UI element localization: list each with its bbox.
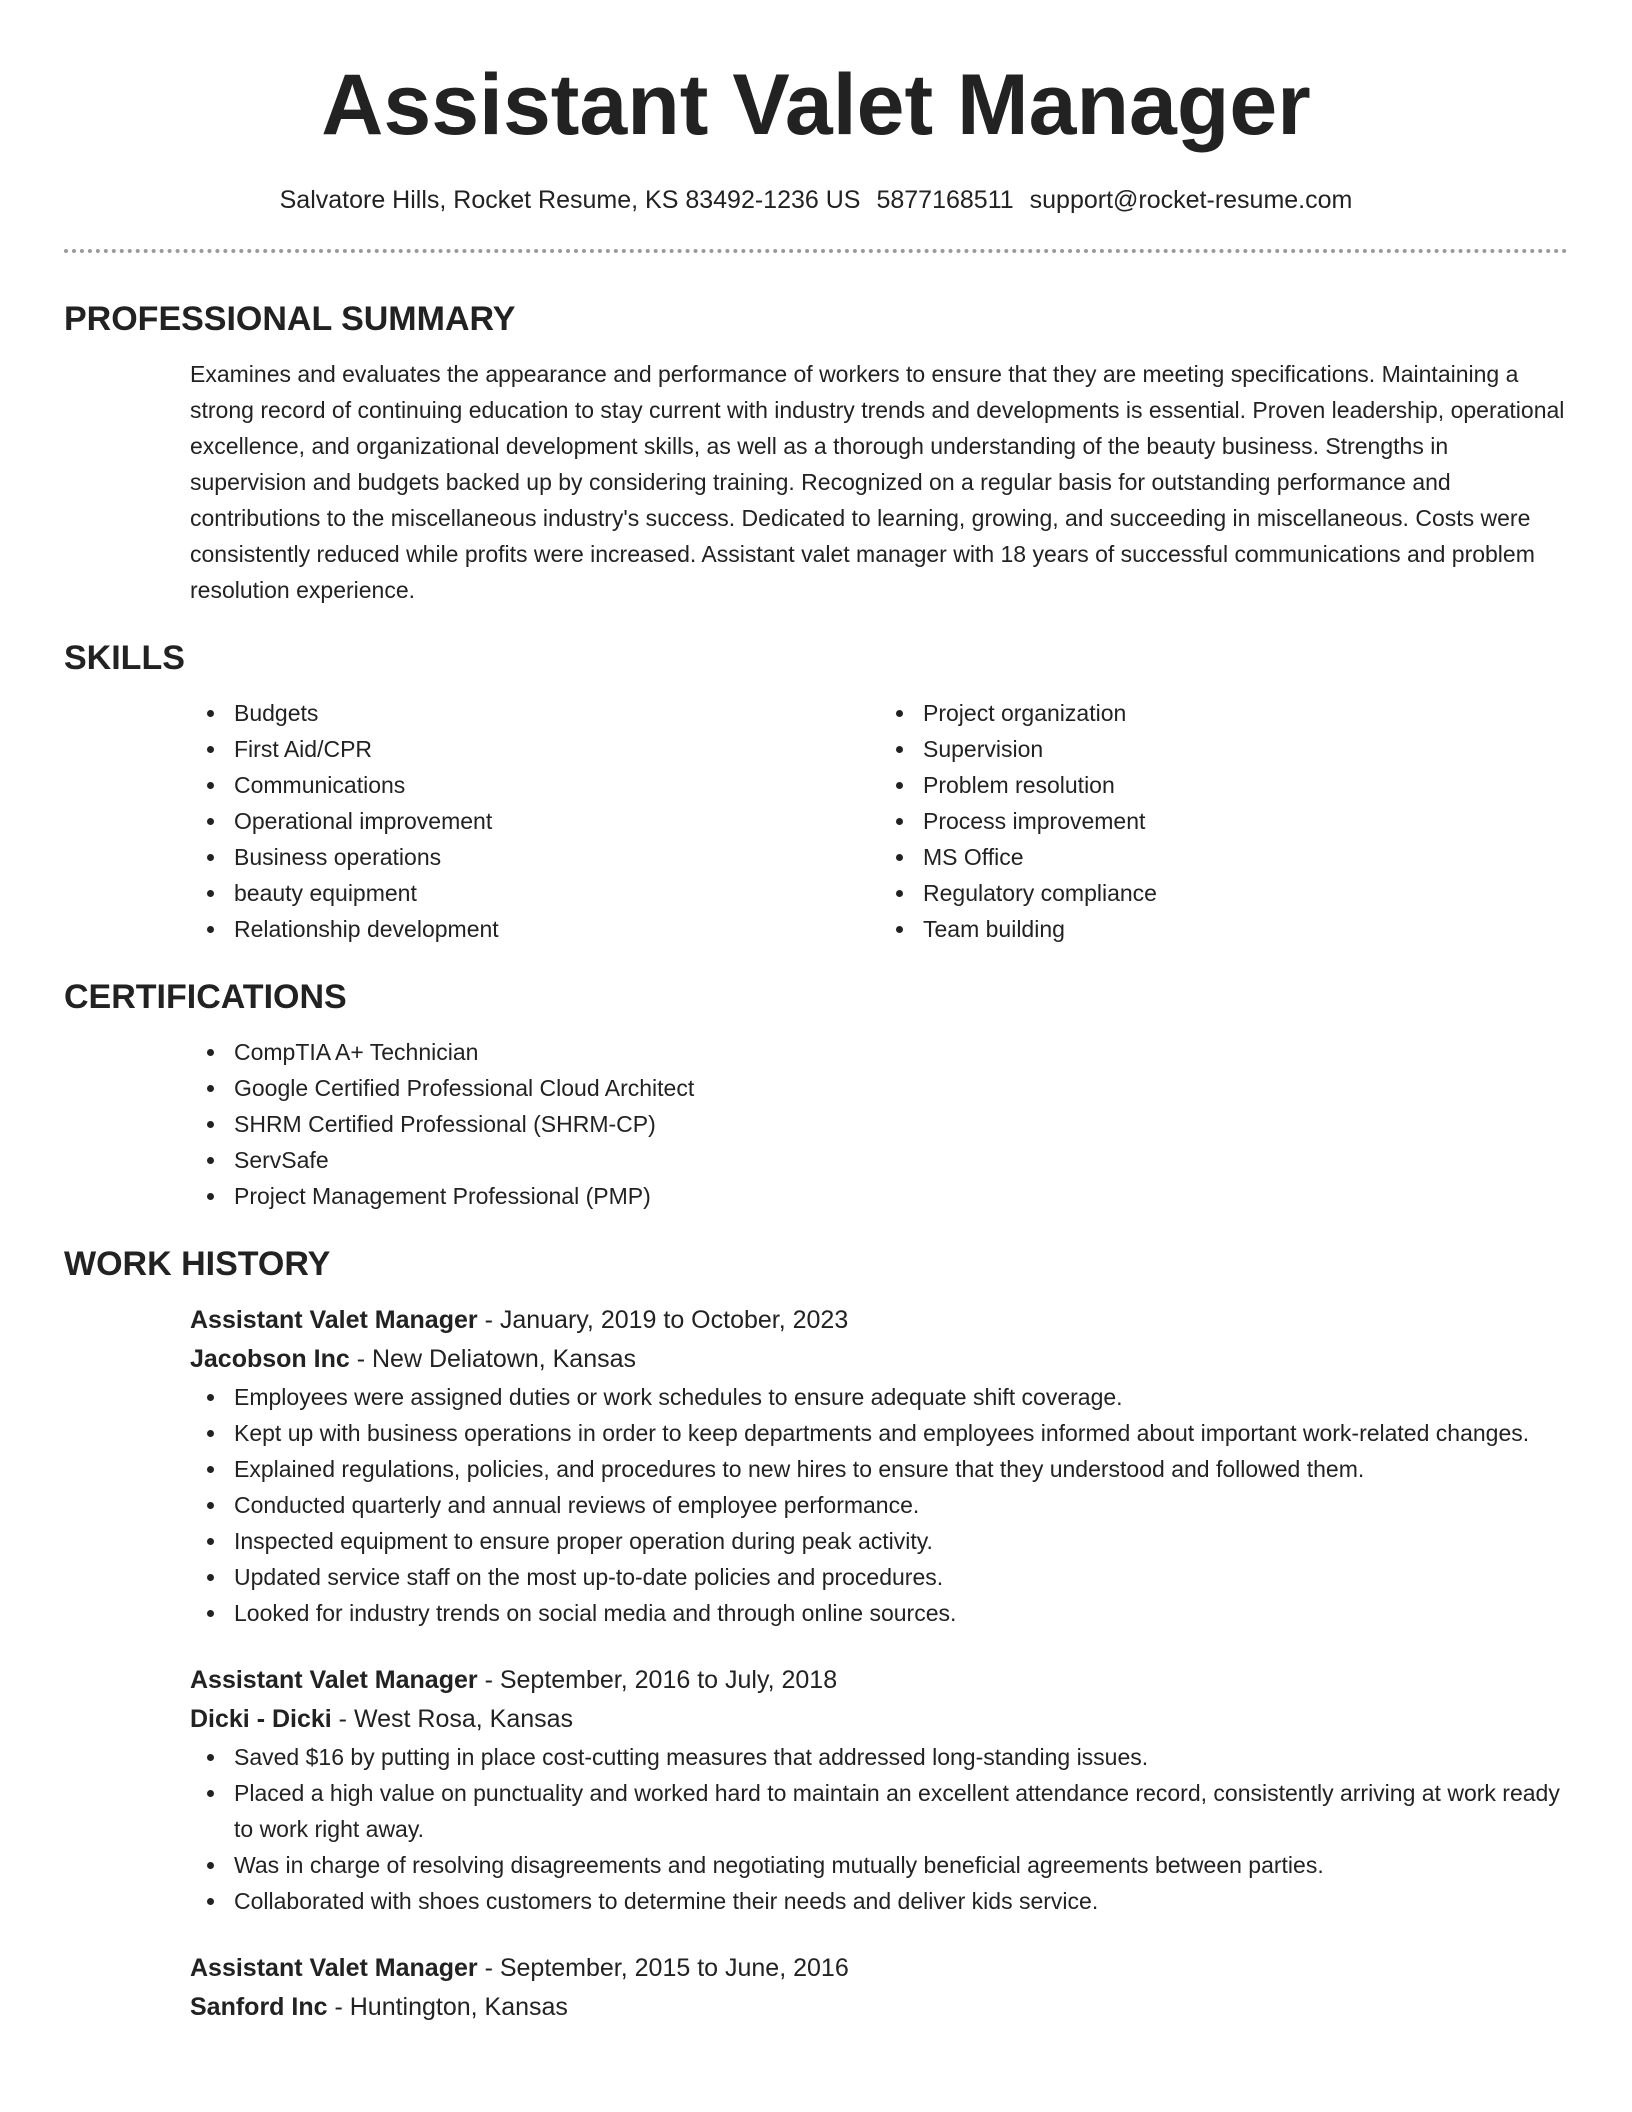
job-dates: - September, 2016 to July, 2018 xyxy=(477,1666,838,1694)
summary-text: Examines and evaluates the appearance and performance of workers to ensure that they are meeting specifications. Maintaining a strong record of continuing education to stay current with industry trends and developments is essential. Proven leadership, operational excellence, and organizational development skills, as well as a thorough understanding of the beauty business. Strengths in supervision and budgets backed up by considering training. Recognized on a regular basis for outstanding performance and contributions to the miscellaneous industry's success. Dedicated to learning, growing, and succeeding in miscellaneous. Costs were consistently reduced while profits were increased. Assistant valet manager with 18 years of successful communications and problem resolution experience. xyxy=(190,361,1565,603)
skill-item: Operational improvement xyxy=(234,803,879,839)
job-title-line xyxy=(190,1661,1568,1700)
job-duty-item: Looked for industry trends on social media and through online sources. xyxy=(234,1595,1568,1631)
skill-item: Project organization xyxy=(923,695,1568,731)
job-company: Dicki - Dicki xyxy=(190,1705,332,1733)
job-entry xyxy=(190,1949,1568,2027)
job-location: - Huntington, Kansas xyxy=(327,1993,568,2021)
skills-list-right xyxy=(879,695,1568,947)
job-duty-item: Conducted quarterly and annual reviews of employee performance. xyxy=(234,1487,1568,1523)
contact-phone: 5877168511 xyxy=(876,186,1014,214)
certification-item: Google Certified Professional Cloud Architect xyxy=(234,1070,1568,1106)
job-duty-item: Was in charge of resolving disagreements and negotiating mutually beneficial agreements between parties. xyxy=(234,1847,1568,1883)
skill-item: Regulatory compliance xyxy=(923,875,1568,911)
skill-item: First Aid/CPR xyxy=(234,731,879,767)
job-duty-item: Saved $16 by putting in place cost-cutting measures that addressed long-standing issues. xyxy=(234,1739,1568,1775)
job-company-line xyxy=(190,1988,1568,2027)
section-title-certifications: CERTIFICATIONS xyxy=(64,978,347,1016)
certification-item: SHRM Certified Professional (SHRM-CP) xyxy=(234,1106,1568,1142)
skill-item: Problem resolution xyxy=(923,767,1568,803)
summary-section xyxy=(190,356,1568,608)
job-company-line xyxy=(190,1700,1568,1739)
section-title-work-history: WORK HISTORY xyxy=(64,1245,331,1283)
job-duty-item: Explained regulations, policies, and procedures to new hires to ensure that they understood and followed them. xyxy=(234,1451,1568,1487)
job-dates: - September, 2015 to June, 2016 xyxy=(477,1954,849,1982)
job-role: Assistant Valet Manager xyxy=(190,1306,478,1334)
resume-title: Assistant Valet Manager xyxy=(321,57,1311,153)
skill-item: Team building xyxy=(923,911,1568,947)
skill-item: Supervision xyxy=(923,731,1568,767)
certifications-section xyxy=(190,1034,1568,1214)
header-divider xyxy=(64,249,1568,253)
job-role: Assistant Valet Manager xyxy=(190,1954,478,1982)
job-title-line xyxy=(190,1949,1568,1988)
section-title-summary: PROFESSIONAL SUMMARY xyxy=(64,300,516,338)
skills-list-left xyxy=(190,695,879,947)
certification-item: Project Management Professional (PMP) xyxy=(234,1178,1568,1214)
job-company-line xyxy=(190,1340,1568,1379)
job-entry xyxy=(190,1301,1568,1631)
certifications-list xyxy=(190,1034,1568,1214)
job-dates: - January, 2019 to October, 2023 xyxy=(477,1306,849,1334)
skill-item: Business operations xyxy=(234,839,879,875)
contact-address: Salvatore Hills, Rocket Resume, KS 83492-1236 US xyxy=(279,186,861,214)
skills-section xyxy=(190,695,1568,947)
certification-item: CompTIA A+ Technician xyxy=(234,1034,1568,1070)
job-duty-item: Collaborated with shoes customers to determine their needs and deliver kids service. xyxy=(234,1883,1568,1919)
skill-item: Communications xyxy=(234,767,879,803)
job-duties-list xyxy=(190,1739,1568,1919)
job-duty-item: Placed a high value on punctuality and worked hard to maintain an excellent attendance record, consistently arriving at work ready to work right away. xyxy=(234,1775,1568,1847)
job-duties-list xyxy=(190,1379,1568,1631)
job-duty-item: Kept up with business operations in order to keep departments and employees informed about important work-related changes. xyxy=(234,1415,1568,1451)
job-duty-item: Updated service staff on the most up-to-date policies and procedures. xyxy=(234,1559,1568,1595)
contact-line xyxy=(64,184,1568,216)
job-entry xyxy=(190,1661,1568,1919)
contact-email[interactable]: support@rocket-resume.com xyxy=(1029,186,1353,214)
skill-item: beauty equipment xyxy=(234,875,879,911)
job-location: - New Deliatown, Kansas xyxy=(349,1345,636,1373)
skill-item: Process improvement xyxy=(923,803,1568,839)
skill-item: Budgets xyxy=(234,695,879,731)
section-title-skills: SKILLS xyxy=(64,639,185,677)
job-duty-item: Employees were assigned duties or work schedules to ensure adequate shift coverage. xyxy=(234,1379,1568,1415)
skill-item: MS Office xyxy=(923,839,1568,875)
job-company: Sanford Inc xyxy=(190,1993,328,2021)
job-duty-item: Inspected equipment to ensure proper operation during peak activity. xyxy=(234,1523,1568,1559)
certification-item: ServSafe xyxy=(234,1142,1568,1178)
job-title-line xyxy=(190,1301,1568,1340)
job-company: Jacobson Inc xyxy=(190,1345,350,1373)
skill-item: Relationship development xyxy=(234,911,879,947)
job-role: Assistant Valet Manager xyxy=(190,1666,478,1694)
job-location: - West Rosa, Kansas xyxy=(331,1705,574,1733)
resume-page xyxy=(64,0,1568,2027)
